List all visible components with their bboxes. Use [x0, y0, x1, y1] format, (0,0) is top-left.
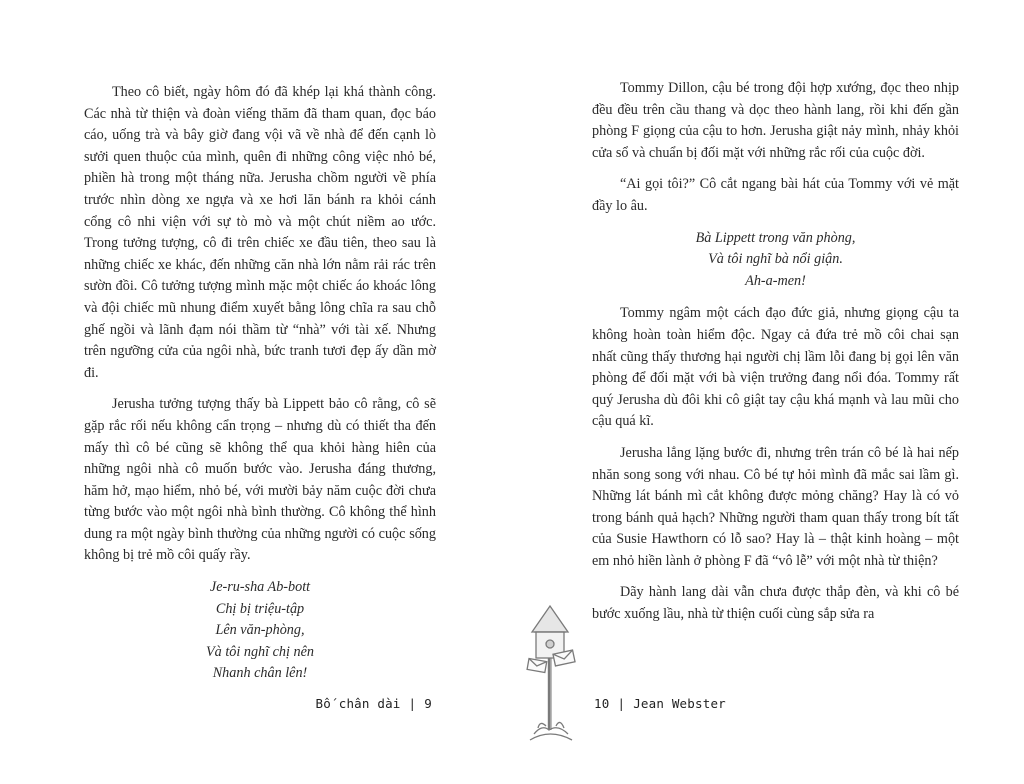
- paragraph: Tommy Dillon, cậu bé trong đội hợp xướng, đọc theo nhịp đều đều trên cầu thang và dọc theo hành lang, rồi khi đến gần phòng F giọng của cậu to hơn. Jerusha giật nảy mình, nhảy khỏi cửa sổ và chuẩn bị đối mặt với những rắc rối của cuộc đời.: [592, 80, 959, 161]
- right-page-body: [592, 78, 959, 636]
- footer-separator: |: [617, 696, 626, 711]
- verse-line: Và tôi nghĩ chị nên: [206, 643, 314, 660]
- paragraph: “Ai gọi tôi?” Cô cắt ngang bài hát của Tommy với vẻ mặt đầy lo âu.: [592, 176, 959, 214]
- right-footer: [594, 696, 726, 711]
- page-number: 10: [594, 696, 610, 711]
- birdhouse-mailbox-icon: [520, 600, 590, 750]
- left-footer: [316, 696, 432, 711]
- book-title: Bố chân dài: [315, 696, 401, 711]
- verse-line: Lên văn-phòng,: [215, 622, 305, 639]
- paragraph: Theo cô biết, ngày hôm đó đã khép lại khá thành công. Các nhà từ thiện và đoàn viếng thăm đã tham quan, đọc báo cáo, uống trà và bây giờ đang vội vã về nhà để đến cạnh lò sưởi quen thuộc của mình, quên đi những công việc nhỏ bé, phiền hà trong một tháng nữa. Jerusha chồm người về phía trước nhìn dòng xe ngựa và xe hơi lăn bánh ra khỏi cánh cổng cô nhi viện với sự tò mò và một chút niềm ao ước. Trong tưởng tượng, cô đi trên chiếc xe đầu tiên, theo sau là những chiếc xe khác, đến những căn nhà lớn nằm rải rác trên sườn đồi. Cô tưởng tượng mình mặc một chiếc áo khoác lông và đội chiếc mũ nhung điểm xuyết bằng lông chĩa ra sau chỗ ghế ngồi và lãnh đạm nói thầm từ “nhà” với tài xế. Nhưng trên ngưỡng cửa của ngôi nhà, bức tranh tươi đẹp ấy dần mờ đi.: [84, 84, 436, 381]
- verse-line: Je-ru-sha Ab-bott: [209, 579, 311, 596]
- author-name: Jean Webster: [633, 696, 726, 711]
- left-page-body: [84, 82, 436, 696]
- footer-separator: |: [408, 696, 417, 711]
- paragraph: Dãy hành lang dài vẫn chưa được thắp đèn, và khi cô bé bước xuống lầu, nhà từ thiện cuối cùng sắp sửa ra: [592, 584, 959, 623]
- paragraph: Tommy ngâm một cách đạo đức giả, nhưng giọng cậu ta không hoàn toàn hiểm độc. Ngay cả đứa trẻ mồ côi chai sạn nhất cũng thấy thương hại người chị lầm lỗi đang bị gọi lên văn phòng để đối mặt với bà viện trưởng đang nổi đóa. Tommy rất quý Jerusha dù đôi khi cô giật tay cậu khá mạnh và lau mũi cho cậu quá kĩ.: [592, 305, 959, 430]
- verse-block: [84, 577, 436, 685]
- verse-line: Nhanh chân lên!: [212, 665, 308, 682]
- paragraph: Jerusha lẳng lặng bước đi, nhưng trên trán cô bé là hai nếp nhăn song song với nhau. Cô bé tự hỏi mình đã mắc sai lầm gì. Những lát bánh mì cắt không được mỏng chăng? Hay là có vỏ trong bánh quả hạch? Những người tham quan thấy trong bít tất của Susie Hawthorn có lỗ sao? Hay là – thật kinh hoàng – một em nhỏ hiền lành ở phòng F đã “vô lễ” với một nhà từ thiện?: [592, 444, 959, 569]
- verse-line: Ah-a-men!: [745, 272, 806, 289]
- verse-line: Và tôi nghĩ bà nổi giận.: [708, 251, 843, 268]
- verse-block: [592, 228, 959, 293]
- verse-line: Chị bị triệu-tập: [215, 600, 305, 617]
- page-number: 9: [424, 696, 432, 711]
- verse-line: Bà Lippett trong văn phòng,: [695, 229, 856, 246]
- paragraph: Jerusha tưởng tượng thấy bà Lippett bảo cô rằng, cô sẽ gặp rắc rối nếu không cẩn trọng – nhưng dù có thiết tha đến mấy thì cô bé cũng sẽ không thể qua khỏi hàng hiên của những ngôi nhà cô muốn bước vào. Jerusha đáng thương, hăm hở, mạo hiểm, nhỏ bé, với mười bảy năm cuộc đời chưa từng bước vào một ngôi nhà bình thường. Cô không thể hình dung ra một ngày bình thường của những người có cuộc sống không bị trẻ mồ côi quấy rầy.: [84, 396, 436, 564]
